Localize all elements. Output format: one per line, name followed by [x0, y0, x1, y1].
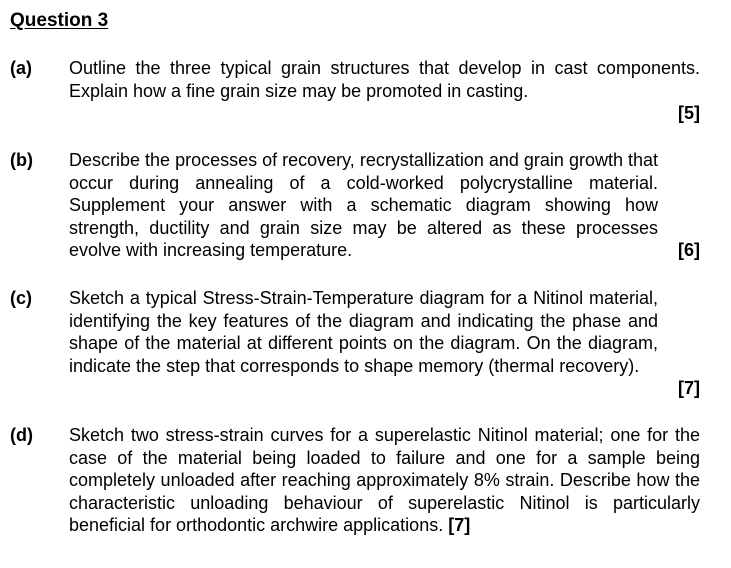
part-text	[69, 424, 700, 537]
part-label: (d)	[10, 425, 33, 445]
question-heading: Question 3	[10, 10, 109, 31]
part-label: (b)	[10, 150, 33, 170]
part-question-text: Sketch two stress-strain curves for a superelastic Nitinol material; one for the case of the material being loaded to failure and one for a sample being completely unloaded after reaching approximately 8% strain. Describe how the characteristic unloading behaviour of superelastic Nitinol is particularly beneficial for orthodontic archwire applications.	[69, 425, 700, 535]
part-label: (a)	[10, 58, 32, 78]
part-text	[69, 57, 700, 125]
marks-badge: [5]	[678, 103, 700, 123]
part-text	[69, 287, 700, 400]
part-text	[69, 149, 700, 262]
marks-badge: [7]	[448, 515, 471, 535]
part-question-text: Outline the three typical grain structures that develop in cast components. Explain how a fine grain size may be promoted in casting.	[69, 58, 700, 101]
part-question-text: Sketch a typical Stress-Strain-Temperature diagram for a Nitinol material, identifying the key features of the diagram and indicating the phase and shape of the material at different points on the diagram. On the diagram, indicate the step that corresponds to shape memory (thermal recovery).	[69, 288, 658, 376]
part-label: (c)	[10, 288, 32, 308]
marks-badge: [6]	[678, 240, 700, 260]
marks-badge: [7]	[678, 378, 700, 398]
part-question-text: Describe the processes of recovery, recrystallization and grain growth that occur during annealing of a cold-worked polycrystalline material. Supplement your answer with a schematic diagram showing how strength, ductility and grain size may be altered as these processes evolve with increasing temperature.	[69, 150, 658, 260]
